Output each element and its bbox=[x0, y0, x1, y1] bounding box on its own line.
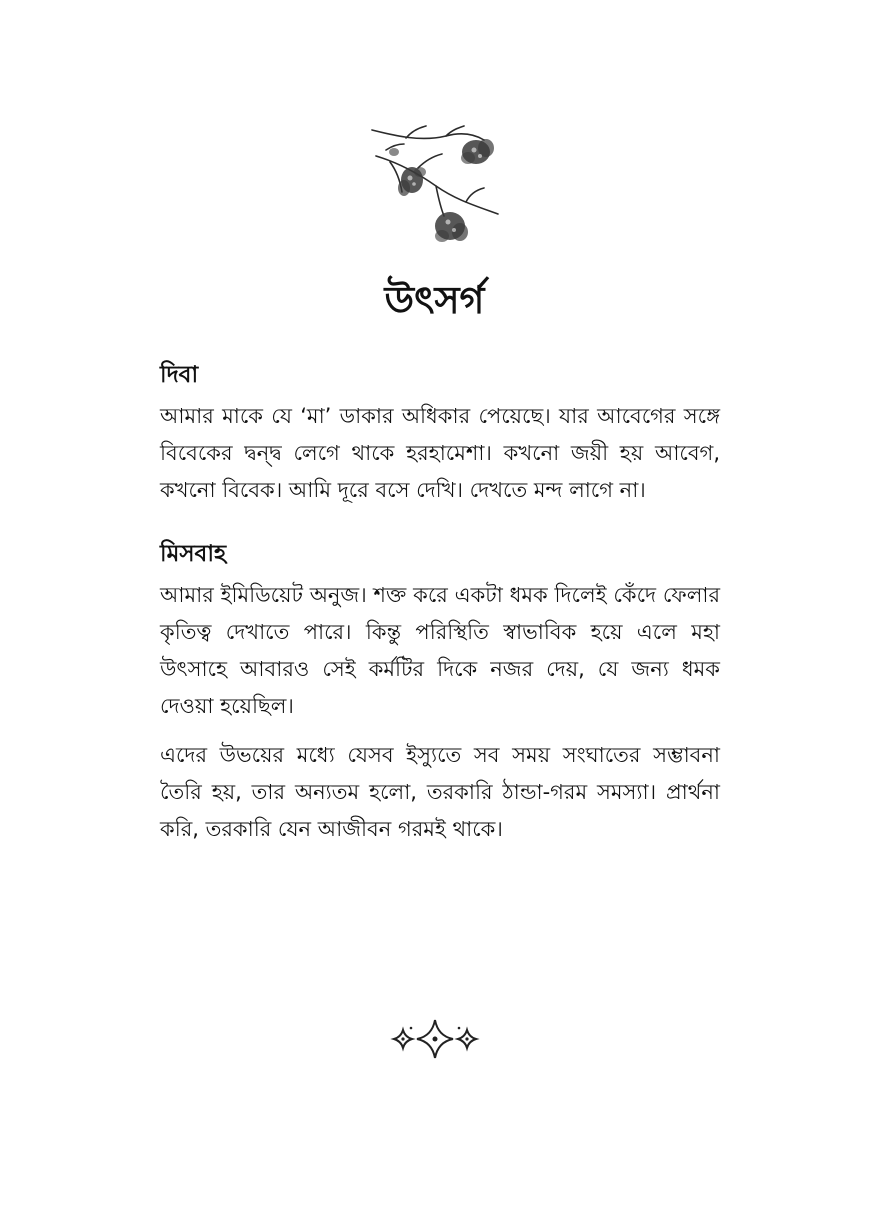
dedication-body bbox=[160, 358, 720, 848]
page-title: উৎসর্গ bbox=[384, 278, 485, 322]
section-paragraph: আমার মাকে যে ‘মা’ ডাকার অধিকার পেয়েছে। যার আবেগের সঙ্গে বিবেকের দ্বন্দ্ব লেগে থাকে হরহামেশা। কখনো জয়ী হয় আবেগ, কখনো বিবেক। আমি দূরে বসে দেখি। দেখতে মন্দ লাগে না। bbox=[160, 404, 720, 502]
dedication-section-misbah bbox=[160, 537, 720, 848]
section-heading: দিবা bbox=[160, 362, 199, 388]
section-paragraph: এদের উভয়ের মধ্যে যেসব ইস্যুতে সব সময় সংঘাতের সম্ভাবনা তৈরি হয়, তার অন্যতম হলো, তরকারি ঠান্ডা-গরম সমস্যা। প্রার্থনা করি, তরকারি যেন আজীবন গরমই থাকে। bbox=[160, 743, 720, 841]
section-heading: মিসবাহ bbox=[160, 541, 227, 567]
section-paragraph: আমার ইমিডিয়েট অনুজ। শক্ত করে একটা ধমক দিলেই কেঁদে ফেলার কৃতিত্ব দেখাতে পারে। কিন্তু পরিস্থিতি স্বাভাবিক হয়ে এলে মহা উৎসাহে আবারও সেই কর্মটির দিকে নজর দেয়, যে জন্য ধমক দেওয়া হয়েছিল। bbox=[160, 583, 720, 718]
tree-branch-icon bbox=[366, 122, 504, 250]
dedication-section-diba bbox=[160, 358, 720, 509]
star-ornament-icon bbox=[389, 1016, 481, 1062]
